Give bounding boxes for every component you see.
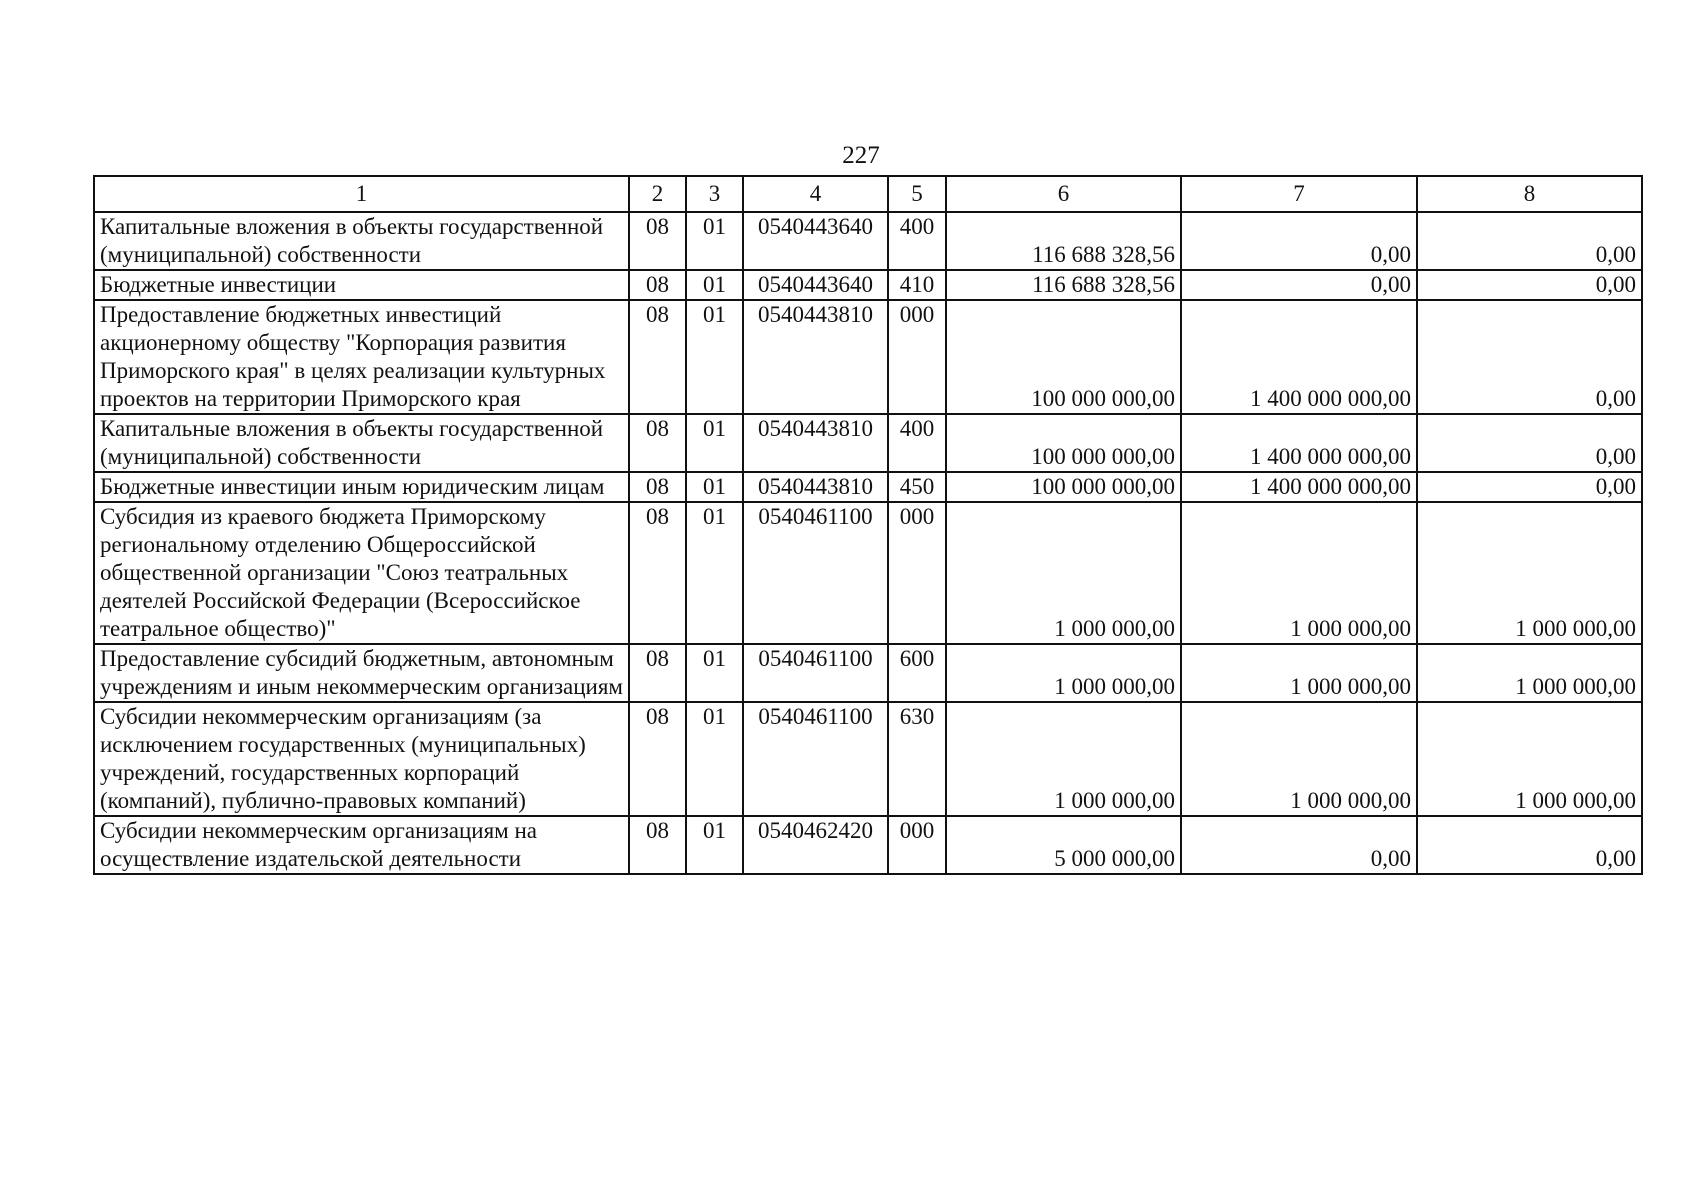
row-amount-col6: 100 000 000,00 xyxy=(946,472,1181,502)
row-amount-col6: 1 000 000,00 xyxy=(946,502,1181,644)
row-section: 08 xyxy=(629,816,686,874)
table-row xyxy=(94,644,1642,702)
row-subsection: 01 xyxy=(686,472,743,502)
row-expense-type: 450 xyxy=(888,472,946,502)
row-amount-col8: 0,00 xyxy=(1417,472,1642,502)
row-expense-type: 410 xyxy=(888,270,946,300)
row-amount-col7: 0,00 xyxy=(1181,270,1417,300)
table-row xyxy=(94,816,1642,874)
row-section: 08 xyxy=(629,270,686,300)
row-section: 08 xyxy=(629,212,686,270)
row-amount-col6: 1 000 000,00 xyxy=(946,644,1181,702)
row-amount-col7: 1 000 000,00 xyxy=(1181,702,1417,816)
row-amount-col6: 100 000 000,00 xyxy=(946,300,1181,414)
row-target-article: 0540443810 xyxy=(743,414,888,472)
header-cell: 2 xyxy=(629,176,686,212)
row-expense-type: 000 xyxy=(888,300,946,414)
table-row xyxy=(94,702,1642,816)
row-amount-col8: 0,00 xyxy=(1417,270,1642,300)
page-number: 227 xyxy=(842,142,880,169)
row-subsection: 01 xyxy=(686,212,743,270)
row-expense-type: 400 xyxy=(888,414,946,472)
row-subsection: 01 xyxy=(686,816,743,874)
table-row xyxy=(94,472,1642,502)
row-subsection: 01 xyxy=(686,414,743,472)
row-amount-col7: 1 000 000,00 xyxy=(1181,502,1417,644)
row-amount-col6: 5 000 000,00 xyxy=(946,816,1181,874)
header-cell: 5 xyxy=(888,176,946,212)
row-subsection: 01 xyxy=(686,270,743,300)
row-amount-col8: 0,00 xyxy=(1417,414,1642,472)
table-row xyxy=(94,212,1642,270)
row-target-article: 0540461100 xyxy=(743,644,888,702)
row-amount-col8: 0,00 xyxy=(1417,212,1642,270)
row-amount-col6: 1 000 000,00 xyxy=(946,702,1181,816)
row-target-article: 0540461100 xyxy=(743,702,888,816)
table-row xyxy=(94,270,1642,300)
header-cell: 1 xyxy=(94,176,629,212)
row-section: 08 xyxy=(629,472,686,502)
row-section: 08 xyxy=(629,644,686,702)
row-name: Субсидии некоммерческим организациям на осуществление издательской деятельности xyxy=(94,816,629,874)
row-name: Капитальные вложения в объекты государственной (муниципальной) собственности xyxy=(94,414,629,472)
row-subsection: 01 xyxy=(686,502,743,644)
row-target-article: 0540443810 xyxy=(743,472,888,502)
row-section: 08 xyxy=(629,702,686,816)
row-amount-col8: 1 000 000,00 xyxy=(1417,702,1642,816)
header-cell: 8 xyxy=(1417,176,1642,212)
row-subsection: 01 xyxy=(686,702,743,816)
row-target-article: 0540443640 xyxy=(743,212,888,270)
header-row xyxy=(94,176,1642,212)
row-subsection: 01 xyxy=(686,644,743,702)
row-amount-col7: 0,00 xyxy=(1181,212,1417,270)
row-amount-col7: 0,00 xyxy=(1181,816,1417,874)
row-name: Бюджетные инвестиции xyxy=(94,270,629,300)
row-expense-type: 000 xyxy=(888,502,946,644)
row-amount-col7: 1 000 000,00 xyxy=(1181,644,1417,702)
row-amount-col8: 1 000 000,00 xyxy=(1417,644,1642,702)
row-section: 08 xyxy=(629,414,686,472)
row-expense-type: 000 xyxy=(888,816,946,874)
row-target-article: 0540462420 xyxy=(743,816,888,874)
row-target-article: 0540443640 xyxy=(743,270,888,300)
budget-table xyxy=(93,175,1643,875)
row-target-article: 0540461100 xyxy=(743,502,888,644)
row-section: 08 xyxy=(629,502,686,644)
header-cell: 3 xyxy=(686,176,743,212)
header-cell: 6 xyxy=(946,176,1181,212)
row-amount-col8: 0,00 xyxy=(1417,816,1642,874)
row-name: Субсидии некоммерческим организациям (за исключением государственных (муниципальных) учреждений, государственных корпораций (компаний), публично-правовых компаний) xyxy=(94,702,629,816)
header-cell: 4 xyxy=(743,176,888,212)
table-row xyxy=(94,502,1642,644)
row-amount-col7: 1 400 000 000,00 xyxy=(1181,472,1417,502)
row-amount-col6: 100 000 000,00 xyxy=(946,414,1181,472)
row-amount-col6: 116 688 328,56 xyxy=(946,212,1181,270)
row-name: Предоставление субсидий бюджетным, автономным учреждениям и иным некоммерческим организациям xyxy=(94,644,629,702)
row-amount-col6: 116 688 328,56 xyxy=(946,270,1181,300)
row-name: Капитальные вложения в объекты государственной (муниципальной) собственности xyxy=(94,212,629,270)
row-target-article: 0540443810 xyxy=(743,300,888,414)
row-name: Субсидия из краевого бюджета Приморскому региональному отделению Общероссийской общественной организации "Союз театральных деятелей Российской Федерации (Всероссийское театральное общество)" xyxy=(94,502,629,644)
row-amount-col7: 1 400 000 000,00 xyxy=(1181,300,1417,414)
header-cell: 7 xyxy=(1181,176,1417,212)
row-expense-type: 600 xyxy=(888,644,946,702)
table-row xyxy=(94,414,1642,472)
table-row xyxy=(94,300,1642,414)
row-expense-type: 400 xyxy=(888,212,946,270)
row-name: Предоставление бюджетных инвестиций акционерному обществу "Корпорация развития Приморского края" в целях реализации культурных проектов на территории Приморского края xyxy=(94,300,629,414)
row-amount-col7: 1 400 000 000,00 xyxy=(1181,414,1417,472)
row-amount-col8: 1 000 000,00 xyxy=(1417,502,1642,644)
row-amount-col8: 0,00 xyxy=(1417,300,1642,414)
row-section: 08 xyxy=(629,300,686,414)
row-expense-type: 630 xyxy=(888,702,946,816)
row-subsection: 01 xyxy=(686,300,743,414)
row-name: Бюджетные инвестиции иным юридическим лицам xyxy=(94,472,629,502)
